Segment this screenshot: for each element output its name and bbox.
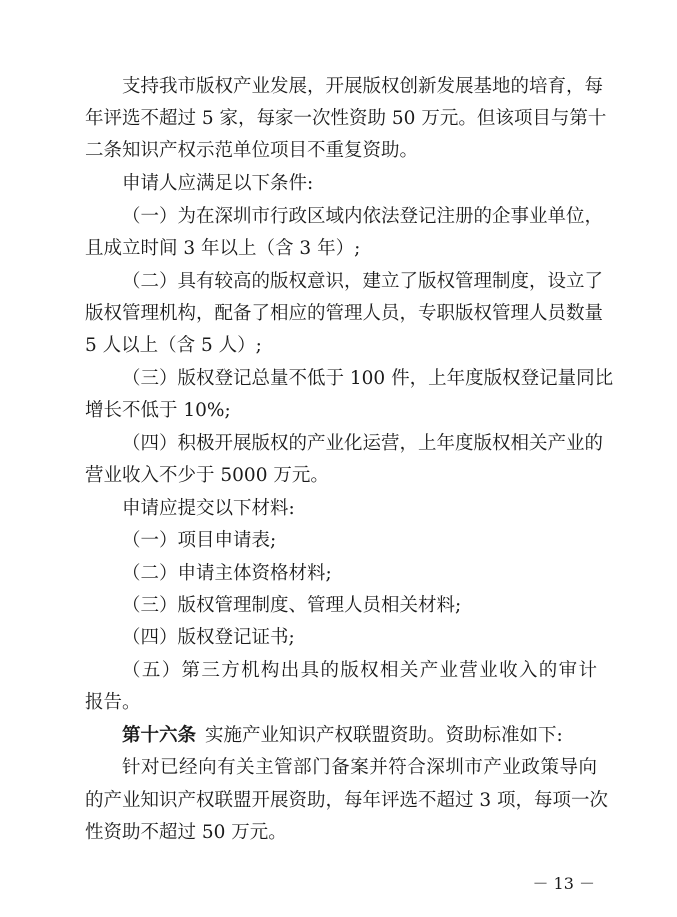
article-16-heading-line [85,724,597,748]
text-line-16: （二）申请主体资格材料; [122,563,332,584]
article-label: 第十六条 [122,725,197,746]
text-line-8: 版权管理机构，配备了相应的管理人员，专职版权管理人员数量 [85,303,604,324]
text-line-5: （一）为在深圳市行政区域内依法登记注册的企事业单位， [122,206,604,227]
text-line-17: （三）版权管理制度、管理人员相关材料; [122,595,462,616]
text-line-11: 增长不低于 10%; [85,400,231,421]
text-line-15: （一）项目申请表; [122,530,277,551]
text-line-10: （三）版权登记总量不低于 100 件，上年度版权登记量同比 [122,368,614,389]
text-line-2: 年评选不超过 5 家，每家一次性资助 50 万元。但该项目与第十 [85,108,607,129]
text-line-13: 营业收入不少于 5000 万元。 [85,465,329,486]
text-line-19: （五）第三方机构出具的版权相关产业营业收入的审计 [122,660,597,681]
text-line-22: 针对已经向有关主管部门备案并符合深圳市产业政策导向 [122,757,597,778]
text-line-21: 实施产业知识产权联盟资助。资助标准如下: [205,725,563,746]
text-line-20: 报告。 [85,692,141,713]
text-line-14: 申请应提交以下材料: [122,498,295,519]
text-line-1: 支持我市版权产业发展，开展版权创新发展基地的培育，每 [122,76,604,97]
text-line-4: 申请人应满足以下条件: [122,173,314,194]
text-line-3: 二条知识产权示范单位项目不重复资助。 [85,140,419,161]
text-line-24: 性资助不超过 50 万元。 [85,822,287,843]
text-line-6: 且成立时间 3 年以上（含 3 年）; [85,238,361,259]
text-line-23: 的产业知识产权联盟开展资助，每年评选不超过 3 项，每项一次 [85,790,609,811]
text-line-9: 5 人以上（含 5 人）; [85,335,262,356]
text-line-18: （四）版权登记证书; [122,627,295,648]
text-line-12: （四）积极开展版权的产业化运营，上年度版权相关产业的 [122,433,604,454]
text-line-7: （二）具有较高的版权意识，建立了版权管理制度，设立了 [122,271,604,292]
page-number: － 13 － [532,874,595,893]
